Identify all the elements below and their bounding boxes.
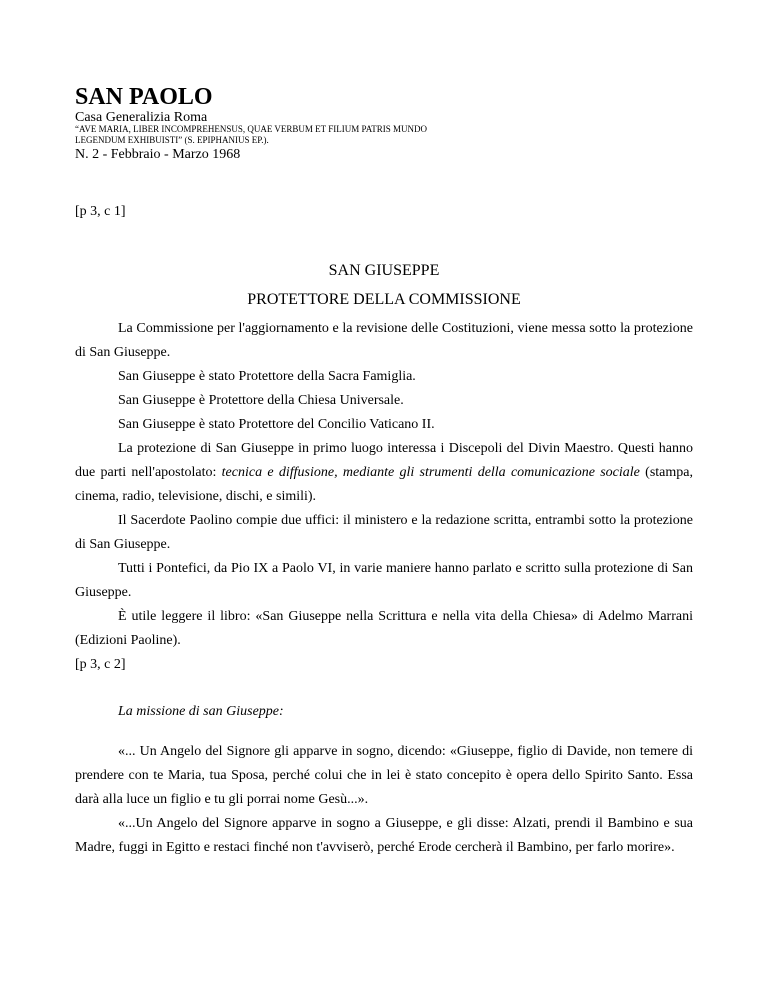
paragraph-text: La protezione di San Giuseppe in primo luogo interessa i Discepoli del Divin Maestro. Questi hanno due parti nell'apostolato:: [75, 441, 693, 480]
page-reference: [p 3, c 1]: [75, 204, 126, 219]
masthead-quote: “AVE MARIA, LIBER INCOMPREHENSUS, QUAE VERBUM ET FILIUM PATRIS MUNDO LEGENDUM EXHIBUISTI” (S. EPIPHANIUS EP.).: [75, 124, 427, 145]
paragraph: San Giuseppe è Protettore della Chiesa Universale.: [118, 393, 404, 408]
paragraph-emphasis: tecnica e diffusione, mediante gli strumenti della comunicazione sociale: [221, 465, 640, 480]
paragraph: La Commissione per l'aggiornamento e la revisione delle Costituzioni, viene messa sotto la protezione di San Giuseppe.: [75, 321, 693, 360]
paragraph: San Giuseppe è stato Protettore della Sacra Famiglia.: [118, 369, 416, 384]
section-heading: La missione di san Giuseppe:: [118, 704, 284, 719]
issue-line: N. 2 - Febbraio - Marzo 1968: [75, 147, 241, 162]
paragraph-text: (stampa, cinema, radio, televisione, dischi, e simili).: [75, 465, 693, 504]
quote-paragraph: «...Un Angelo del Signore apparve in sogno a Giuseppe, e gli disse: Alzati, prendi il Bambino e sua Madre, fuggi in Egitto e restaci finché non t'avviserò, perché Erode cercherà il Bambino, per farlo morire».: [75, 816, 693, 855]
paragraph: San Giuseppe è stato Protettore del Concilio Vaticano II.: [118, 417, 435, 432]
masthead-title: SAN PAOLO: [75, 84, 213, 110]
quote-paragraph: «... Un Angelo del Signore gli apparve in sogno, dicendo: «Giuseppe, figlio di Davide, non temere di prendere con te Maria, tua Sposa, perché colui che in lei è stato concepito è opera dello Spirito Santo. Essa darà alla luce un figlio e tu gli porrai nome Gesù...».: [75, 744, 693, 807]
paragraph: [75, 437, 693, 509]
page-reference: [p 3, c 2]: [75, 657, 126, 672]
paragraph: È utile leggere il libro: «San Giuseppe nella Scrittura e nella vita della Chiesa» di Adelmo Marrani (Edizioni Paoline).: [75, 609, 693, 648]
quote-body: [75, 740, 693, 860]
paragraph: Tutti i Pontefici, da Pio IX a Paolo VI, in varie maniere hanno parlato e scritto sulla protezione di San Giuseppe.: [75, 561, 693, 600]
masthead-subtitle: Casa Generalizia Roma: [75, 110, 208, 125]
article-body: [75, 317, 693, 653]
article-title: SAN GIUSEPPE: [328, 262, 440, 279]
paragraph: Il Sacerdote Paolino compie due uffici: il ministero e la redazione scritta, entrambi sotto la protezione di San Giuseppe.: [75, 513, 693, 552]
article-subtitle: PROTETTORE DELLA COMMISSIONE: [247, 291, 521, 308]
